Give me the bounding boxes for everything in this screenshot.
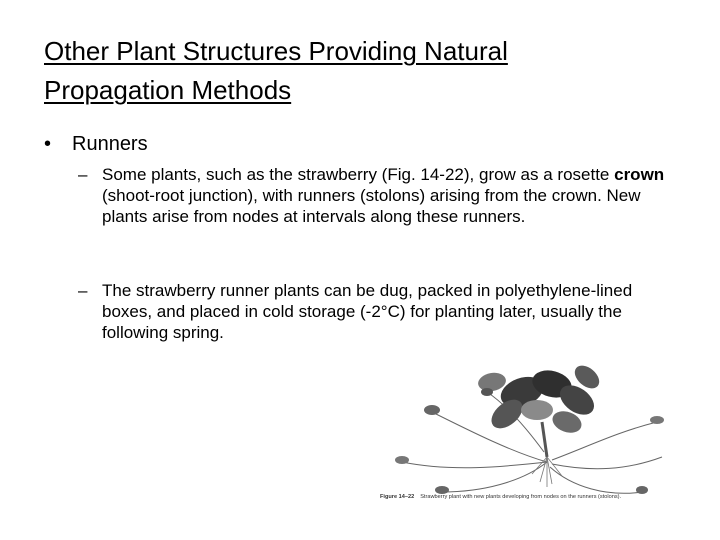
bullet-label: Runners: [72, 133, 148, 155]
sub-dash: –: [78, 165, 88, 184]
sub-dash: –: [78, 281, 88, 300]
title-line-1: Other Plant Structures Providing Natural: [44, 36, 508, 66]
strawberry-plant-image: [372, 352, 672, 512]
bullet-symbol: •: [44, 133, 52, 155]
term-crown: crown: [614, 165, 665, 184]
caption-label: Figure 14–22: [380, 494, 415, 500]
sub-item-crown: [78, 164, 678, 227]
sub-text: [102, 164, 678, 227]
sub-text: The strawberry runner plants can be dug, packed in polyethylene-lined boxes, and placed in cold storage (-2°C) for planting later, usually the following spring.: [102, 281, 633, 342]
slide-title: [44, 32, 684, 110]
sub-text-after: (shoot-root junction), with runners (stolons) arising from the crown. New plants arise from nodes at intervals along these runners.: [102, 186, 641, 226]
sub-item-storage: [78, 280, 678, 343]
title-line-2: Propagation Methods: [44, 75, 292, 105]
figure-caption: [380, 494, 621, 501]
roots: [532, 457, 562, 487]
sub-text-before: Some plants, such as the strawberry (Fig. 14-22), grow as a rosette: [102, 165, 615, 184]
bullet-runners: [44, 132, 148, 156]
caption-text: Strawberry plant with new plants developing from nodes on the runners (stolons).: [420, 494, 622, 500]
